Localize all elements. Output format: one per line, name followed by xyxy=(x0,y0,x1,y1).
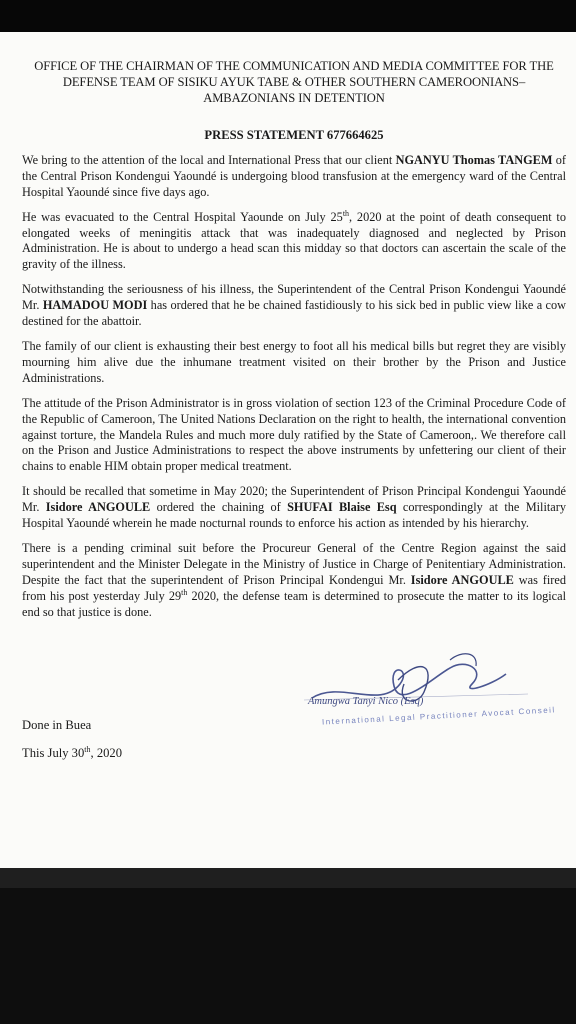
signature-name: Amungwa Tanyi Nico (Esq) xyxy=(308,696,424,707)
paragraph-7 xyxy=(22,541,566,621)
paragraph-3 xyxy=(22,282,566,330)
p7-text-a: There is a pending criminal suit before the Procureur General of the Centre Region against the said superintendent and the Minister Delegate in the Ministry of Justice in Charge of Penitentiary Administration. Despite the fact that the superintendent of Prison Principal Kondengui Mr. xyxy=(22,540,566,587)
p7-name-angoule: Isidore ANGOULE xyxy=(410,572,514,587)
top-bar xyxy=(0,0,576,32)
p1-text-c: of the Central Prison Kondengui Yaoundé is undergoing blood transfusion at the emergency ward of the Central Hospital Yaoundé since five days ago. xyxy=(22,152,567,199)
document-heading xyxy=(22,58,566,106)
p1-client-name: NGANYU Thomas TANGEM xyxy=(395,152,553,167)
paragraph-5: The attitude of the Prison Administrator is in gross violation of section 123 of the Criminal Procedure Code of the Republic of Cameroon, The United Nations Declaration on the right to health, the international convention against torture, the Mandela Rules and much more duly ratified by the State of Cameroon,. We therefore call on the Prison and Justice Administrations to respect the above instruments by unfettering our client of their chains to enable HIM obtain proper medical treatment. xyxy=(22,395,566,474)
p6-text-e: correspondingly at the Military Hospital Yaoundé wherein he made nocturnal rounds to enforce his action as intended by his hierarchy. xyxy=(22,500,566,531)
heading-line-3: AMBAZONIANS IN DETENTION xyxy=(203,91,385,105)
done-in-buea: Done in Buea xyxy=(22,718,92,732)
p6-text-c: ordered the chaining of xyxy=(150,500,288,515)
stamp-text: International Legal Practitioner Avocat Conseil xyxy=(321,705,556,727)
paragraph-1 xyxy=(22,153,566,201)
p7-sup: th xyxy=(181,587,188,597)
paragraph-4: The family of our client is exhausting their best energy to foot all his medical bills but regret they are visibly mourning him alive due the inhumane treatment visited on their brother by the Prison and Justice Administrations. xyxy=(22,338,566,385)
p6-name-shufai: SHUFAI Blaise Esq xyxy=(287,500,397,515)
p3-text-c: has ordered that he be chained fastidiously to his sick bed in public view like a cow destined for the abattoir. xyxy=(22,298,567,329)
p6-name-angoule: Isidore ANGOULE xyxy=(45,500,151,515)
p2-sup: th xyxy=(342,208,350,218)
date-text-b: , 2020 xyxy=(90,746,122,760)
p2-text-a: He was evacuated to the Central Hospital Yaounde on July 25 xyxy=(22,209,343,224)
p6-text-a: It should be recalled that sometime in May 2020; the Superintendent of Prison Principal Kondengui Yaoundé Mr. xyxy=(22,484,566,515)
date-line xyxy=(22,746,122,761)
p2-text-b: , 2020 at the point of death consequent to elongated weeks of meningitis attack that was inadequately diagnosed and neglected by Prison Administration. He is about to undergo a head scan this midday so that doctors can ascertain the scale of the gravity of the illness. xyxy=(22,209,566,272)
date-sup: th xyxy=(84,744,91,754)
press-statement-title: PRESS STATEMENT 677664625 xyxy=(204,128,384,142)
date-text-a: This July 30 xyxy=(22,746,85,760)
signature-stamp xyxy=(300,640,556,732)
document-body xyxy=(22,58,566,629)
paragraph-6 xyxy=(22,484,566,532)
p1-text-a: We bring to the attention of the local and International Press that our client xyxy=(22,152,396,167)
p7-text-c: was fired from his post yesterday July 29 xyxy=(22,572,566,603)
p3-text-a: Notwithstanding the seriousness of his illness, the Superintendent of the Central Prison Kondengui Yaoundé Mr. xyxy=(22,282,566,313)
p7-text-d: 2020, the defense team is determined to prosecute the matter to its logical end so that justice is done. xyxy=(22,588,566,619)
bottom-bar xyxy=(0,868,576,888)
heading-line-2: DEFENSE TEAM OF SISIKU AYUK TABE & OTHER SOUTHERN CAMEROONIANS– xyxy=(62,75,526,89)
p3-superintendent-name: HAMADOU MODI xyxy=(42,298,148,313)
signature-scribble xyxy=(312,664,506,698)
paragraph-2 xyxy=(22,210,566,274)
heading-line-1: OFFICE OF THE CHAIRMAN OF THE COMMUNICATION AND MEDIA COMMITTEE FOR THE xyxy=(34,59,554,73)
